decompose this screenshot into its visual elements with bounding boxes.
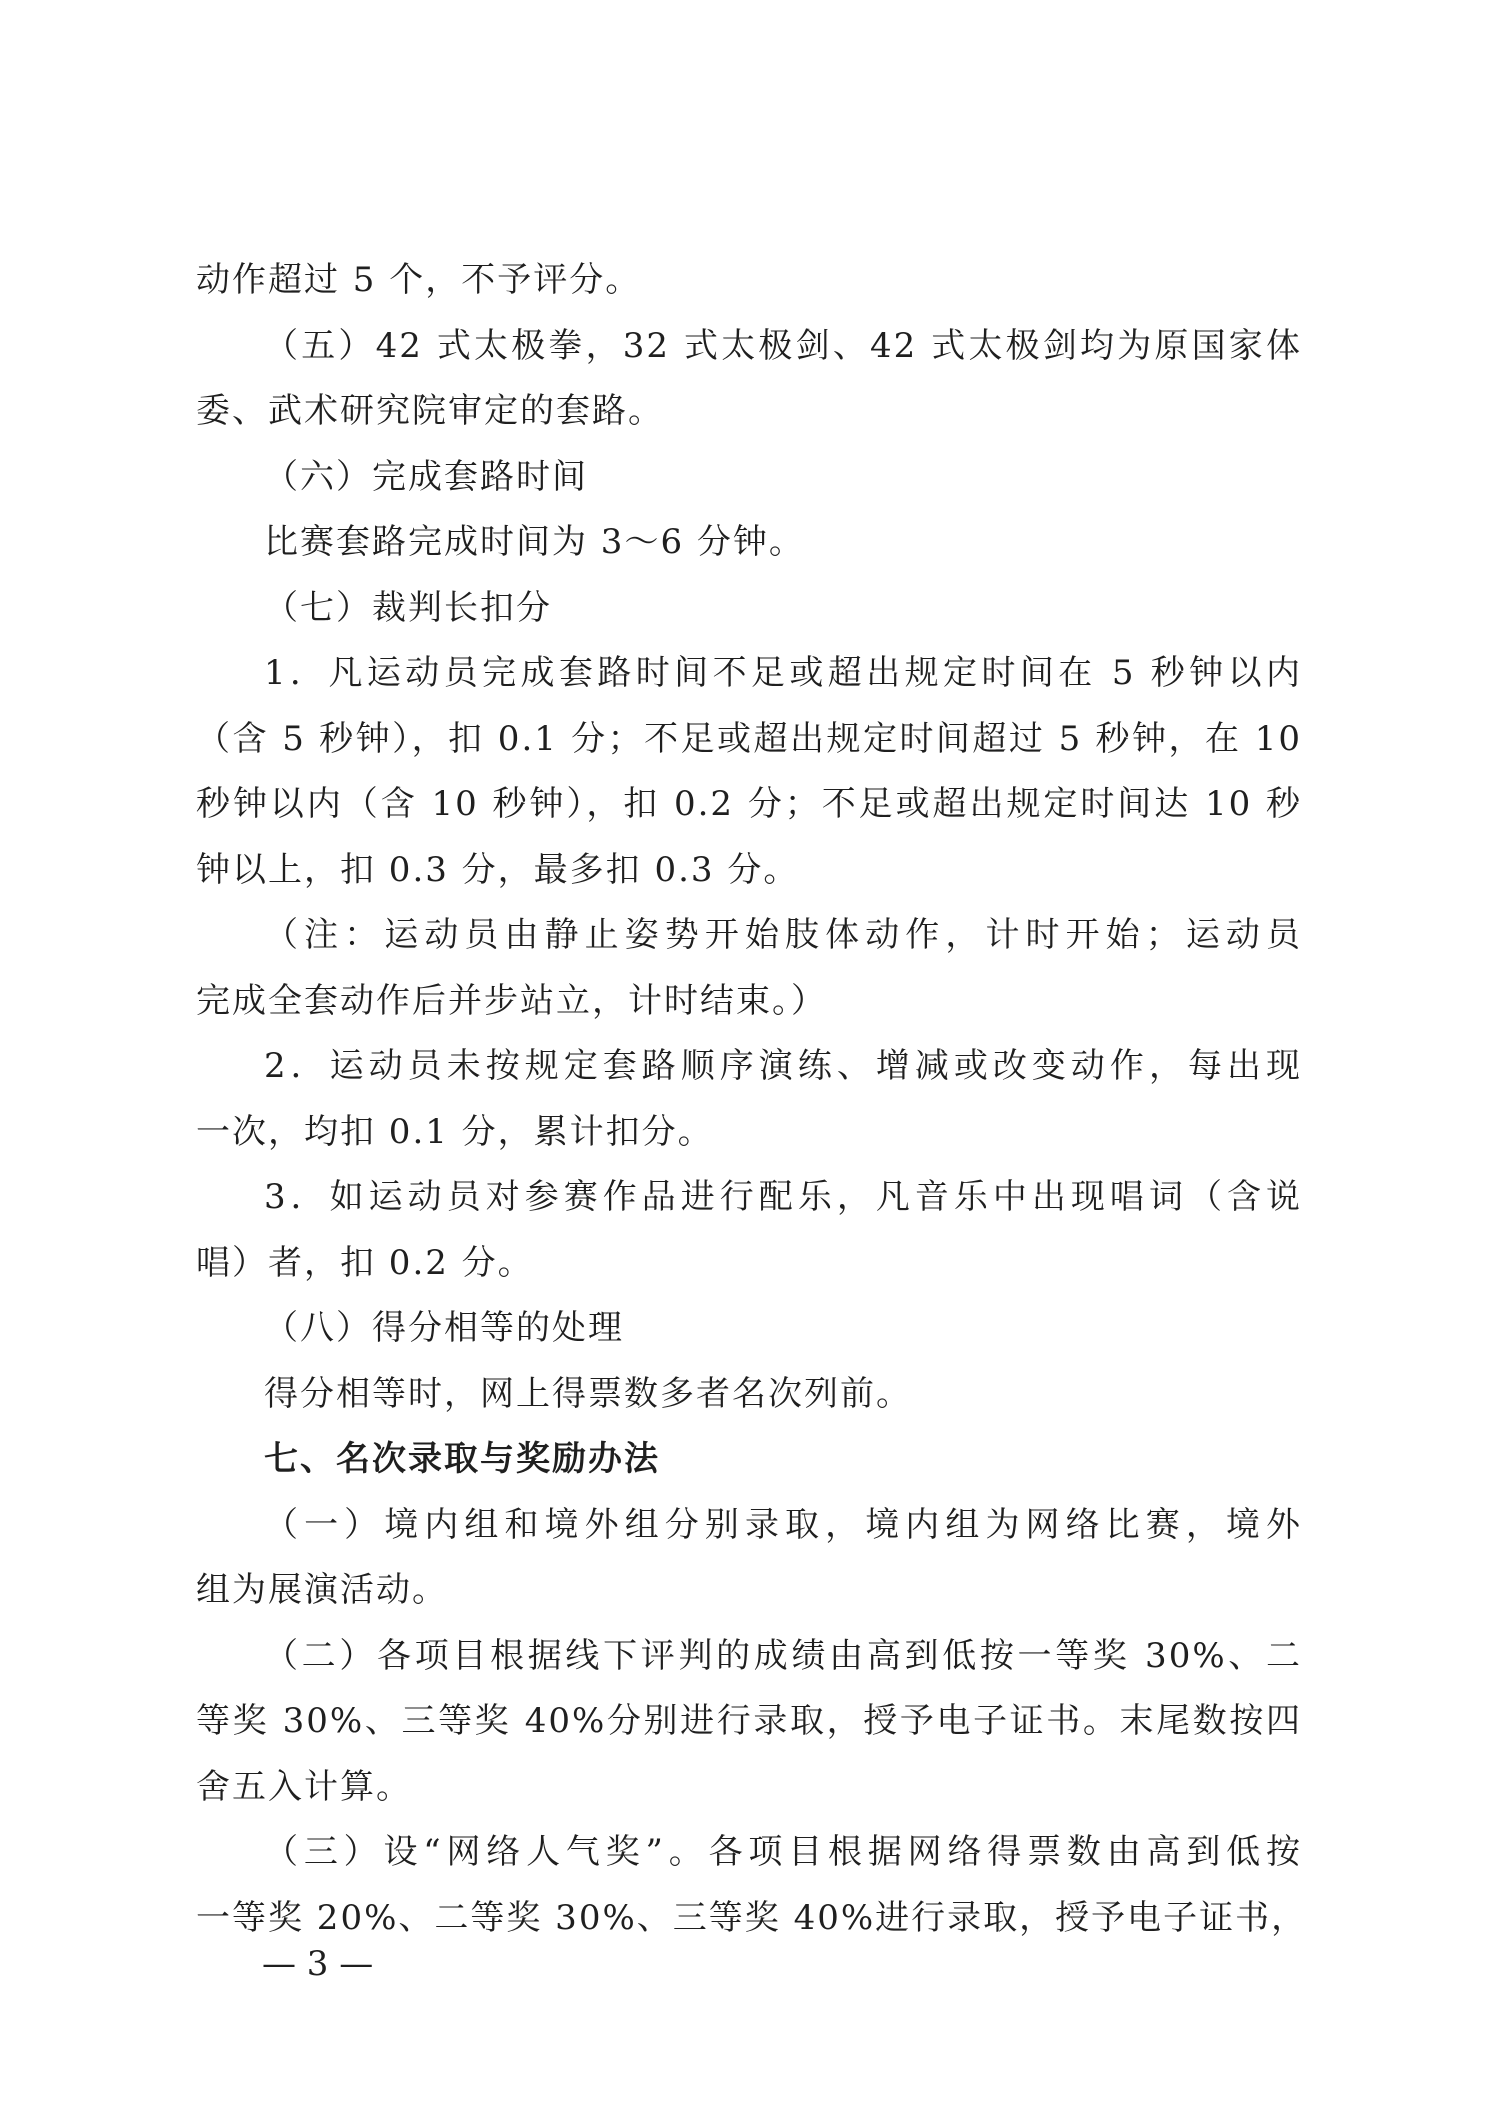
text-line: 一等奖 20%、二等奖 30%、三等奖 40%进行录取，授予电子证书， — [196, 1897, 1308, 1938]
text-line: 动作超过 5 个，不予评分。 — [196, 260, 642, 300]
text-line: （三）设“网络人气奖”。各项目根据网络得票数由高到低按 — [264, 1832, 1302, 1872]
section-heading: （八）得分相等的处理 — [264, 1308, 624, 1348]
text-line: 2．运动员未按规定套路顺序演练、增减或改变动作，每出现 — [264, 1046, 1302, 1086]
text-line: 一次，均扣 0.1 分，累计扣分。 — [196, 1111, 714, 1152]
page-number: — 3 — — [262, 1944, 374, 1984]
text-line: （注：运动员由静止姿势开始肢体动作，计时开始；运动员 — [264, 915, 1302, 955]
section-heading: （六）完成套路时间 — [264, 456, 588, 497]
text-line: 3．如运动员对参赛作品进行配乐，凡音乐中出现唱词（含说 — [264, 1177, 1302, 1217]
text-line: （五）42 式太极拳，32 式太极剑、42 式太极剑均为原国家体 — [264, 325, 1302, 366]
text-line: 委、武术研究院审定的套路。 — [196, 391, 664, 431]
text-line: 秒钟以内（含 10 秒钟），扣 0.2 分；不足或超出规定时间达 10 秒 — [196, 784, 1302, 824]
text-line: 等奖 30%、三等奖 40%分别进行录取，授予电子证书。末尾数按四 — [196, 1701, 1302, 1741]
section-heading: （七）裁判长扣分 — [264, 587, 552, 628]
document-body — [196, 248, 1308, 1951]
chapter-heading: 七、名次录取与奖励办法 — [264, 1439, 660, 1479]
text-line: 钟以上，扣 0.3 分，最多扣 0.3 分。 — [196, 849, 800, 890]
text-line: 1．凡运动员完成套路时间不足或超出规定时间在 5 秒钟以内 — [264, 653, 1302, 693]
text-line: 得分相等时，网上得票数多者名次列前。 — [264, 1373, 912, 1414]
text-line: 舍五入计算。 — [196, 1766, 412, 1807]
text-line: （二）各项目根据线下评判的成绩由高到低按一等奖 30%、二 — [264, 1635, 1302, 1676]
text-line: 比赛套路完成时间为 3～6 分钟。 — [264, 522, 805, 562]
text-line: （含 5 秒钟），扣 0.1 分；不足或超出规定时间超过 5 秒钟，在 10 — [196, 718, 1302, 759]
text-line: 组为展演活动。 — [196, 1570, 448, 1610]
text-line: 唱）者，扣 0.2 分。 — [196, 1242, 534, 1283]
text-line: （一）境内组和境外组分别录取，境内组为网络比赛，境外 — [264, 1504, 1302, 1545]
text-line: 完成全套动作后并步站立，计时结束。） — [196, 980, 827, 1021]
